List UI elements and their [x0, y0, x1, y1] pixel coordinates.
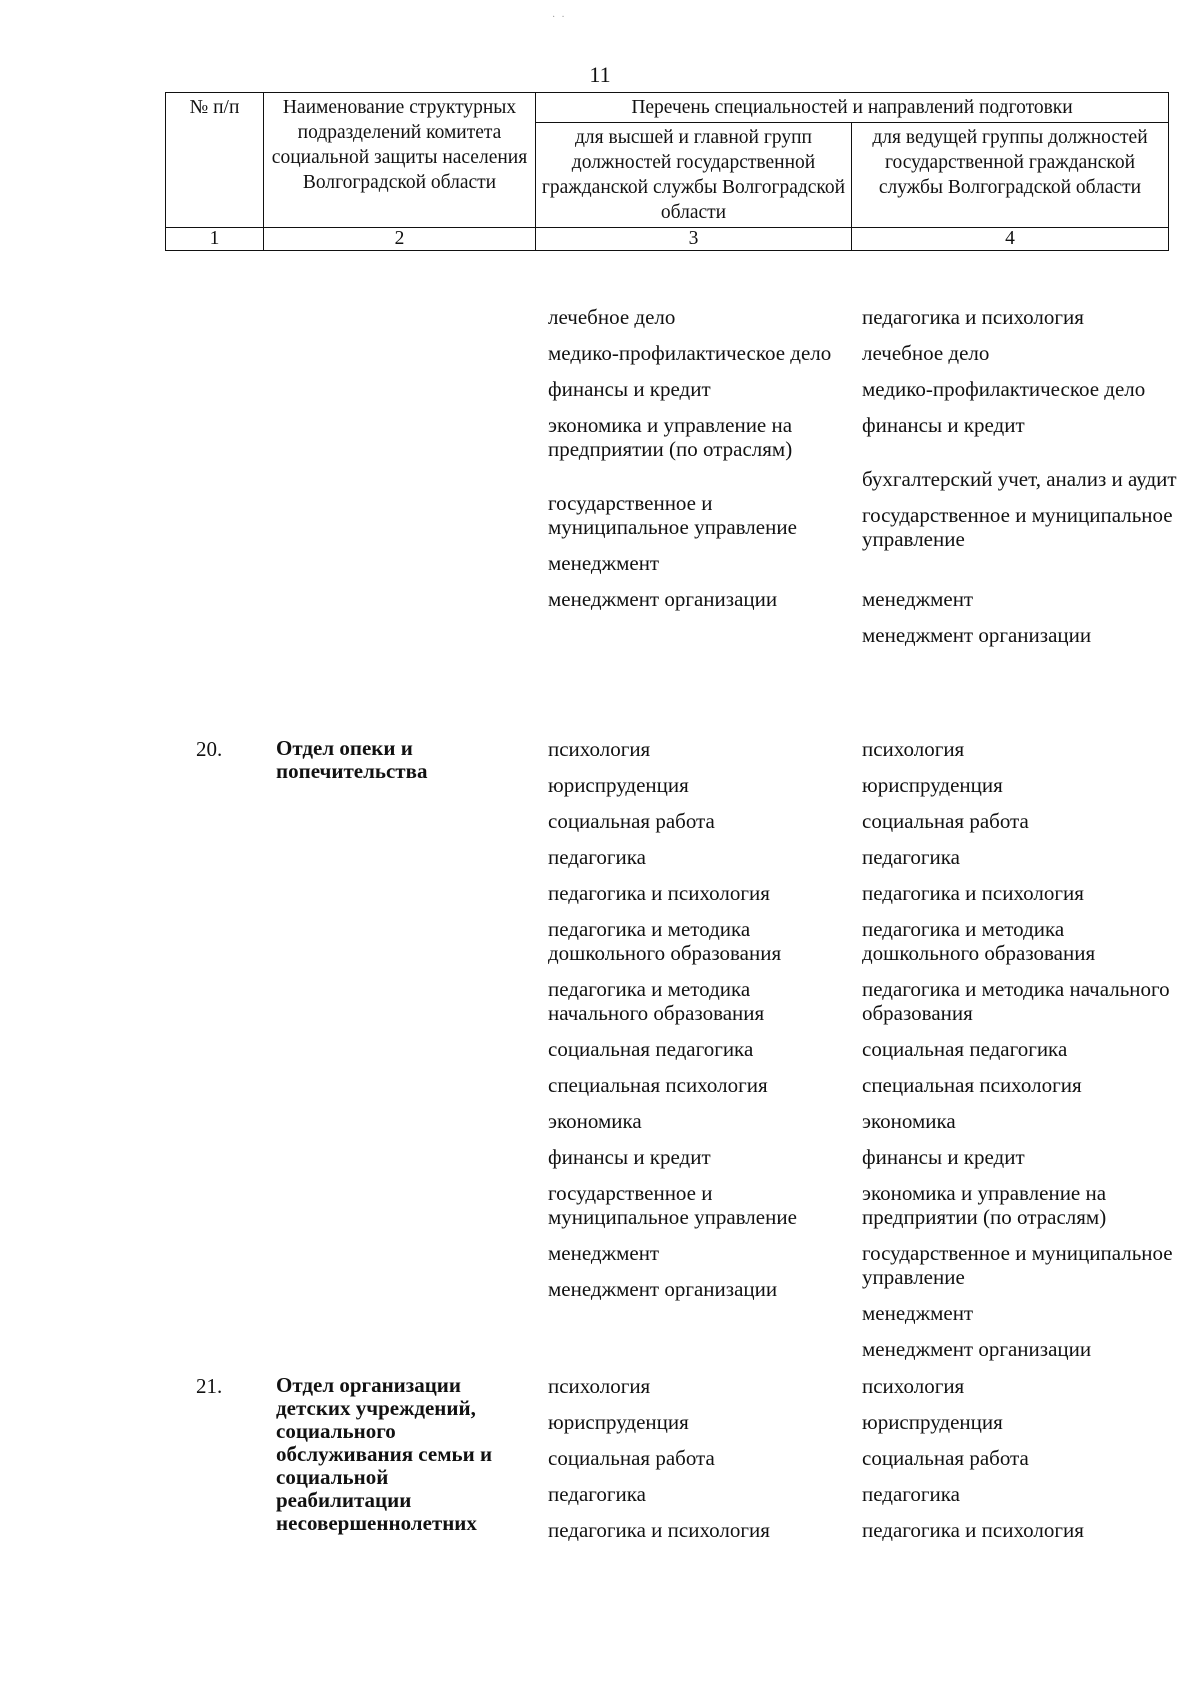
- column-number: 1: [166, 228, 264, 251]
- department-name: Отдел опеки и попечительства: [276, 736, 428, 783]
- column-number: 3: [536, 228, 852, 251]
- specialty-item: педагогика: [548, 845, 646, 869]
- specialty-item: психология: [548, 737, 651, 761]
- specialty-item: педагогика и психология: [862, 881, 1084, 905]
- specialty-item: психология: [862, 1374, 965, 1398]
- specialty-item: государственное и муниципальное управление: [548, 1181, 797, 1229]
- specialty-item: педагогика и методика дошкольного образования: [862, 917, 1096, 965]
- specialty-item: менеджмент: [548, 551, 660, 575]
- specialty-item: педагогика и методика начального образования: [548, 977, 765, 1025]
- specialty-item: государственное и муниципальное управление: [862, 503, 1173, 551]
- specialty-item: государственное и муниципальное управление: [548, 491, 797, 539]
- specialty-item: специальная психология: [548, 1073, 768, 1097]
- specialty-item: социальная работа: [548, 809, 715, 833]
- specialty-item: психология: [548, 1374, 651, 1398]
- specialty-item: педагогика и методика дошкольного образования: [548, 917, 782, 965]
- specialty-item: менеджмент организации: [548, 587, 778, 611]
- higher-group-list: [548, 305, 848, 623]
- specialty-item: социальная работа: [862, 809, 1029, 833]
- specialty-item: социальная педагогика: [862, 1037, 1068, 1061]
- specialty-item: юриспруденция: [862, 773, 1003, 797]
- header-col-higher: для высшей и главной групп должностей государственной гражданской службы Волгоградской области: [536, 123, 852, 228]
- specialty-item: экономика и управление на предприятии (по отраслям): [862, 1181, 1107, 1229]
- specialty-item: педагогика: [862, 845, 960, 869]
- specialty-item: педагогика и психология: [862, 1518, 1084, 1542]
- department-name: Отдел организации детских учреждений, социального обслуживания семьи и социальной реабилитации несовершеннолетних: [276, 1373, 493, 1535]
- specialty-item: лечебное дело: [548, 305, 676, 329]
- row-number: 21.: [196, 1374, 223, 1398]
- specialty-item: юриспруденция: [548, 773, 689, 797]
- specialty-item: социальная работа: [548, 1446, 715, 1470]
- page-number: 11: [589, 62, 611, 87]
- specialty-item: менеджмент: [548, 1241, 660, 1265]
- specialty-item: финансы и кредит: [548, 377, 711, 401]
- specialty-item: бухгалтерский учет, анализ и аудит: [862, 467, 1177, 491]
- specialty-item: педагогика и психология: [548, 881, 770, 905]
- specialty-item: менеджмент организации: [862, 1337, 1092, 1361]
- specialty-item: медико-профилактическое дело: [548, 341, 832, 365]
- specialty-item: медико-профилактическое дело: [862, 377, 1146, 401]
- specialty-item: социальная педагогика: [548, 1037, 754, 1061]
- header-col-number: № п/п: [166, 93, 264, 228]
- specialty-item: экономика: [862, 1109, 956, 1133]
- specialty-item: государственное и муниципальное управление: [862, 1241, 1173, 1289]
- specialty-item: финансы и кредит: [862, 1145, 1025, 1169]
- specialty-item: экономика: [548, 1109, 642, 1133]
- header-col-leading: для ведущей группы должностей государственной гражданской службы Волгоградской области: [852, 123, 1169, 228]
- higher-group-list: [548, 737, 848, 1313]
- specialty-item: менеджмент: [862, 1301, 974, 1325]
- specialty-item: менеджмент организации: [862, 623, 1092, 647]
- specialty-item: специальная психология: [862, 1073, 1082, 1097]
- leading-group-list: [862, 1374, 1177, 1554]
- specialty-item: социальная работа: [862, 1446, 1029, 1470]
- specialty-item: педагогика и психология: [862, 305, 1084, 329]
- leading-group-list: [862, 737, 1177, 1373]
- specialty-item: педагогика и методика начального образования: [862, 977, 1170, 1025]
- column-number: 4: [852, 228, 1169, 251]
- specialty-item: экономика и управление на предприятии (по отраслям): [548, 413, 793, 461]
- table-header: [165, 92, 1169, 251]
- specialty-item: менеджмент организации: [548, 1277, 778, 1301]
- header-col-list: Перечень специальностей и направлений подготовки: [536, 93, 1169, 123]
- specialty-item: педагогика: [862, 1482, 960, 1506]
- specialty-item: педагогика и психология: [548, 1518, 770, 1542]
- specialty-item: психология: [862, 737, 965, 761]
- scan-artifact: ··: [552, 12, 571, 23]
- specialty-item: финансы и кредит: [548, 1145, 711, 1169]
- specialty-item: лечебное дело: [862, 341, 990, 365]
- specialty-item: менеджмент: [862, 587, 974, 611]
- higher-group-list: [548, 1374, 848, 1554]
- header-col-name: Наименование структурных подразделений комитета социальной защиты населения Волгоградской области: [264, 93, 536, 228]
- specialty-item: педагогика: [548, 1482, 646, 1506]
- specialty-item: финансы и кредит: [862, 413, 1025, 437]
- column-number: 2: [264, 228, 536, 251]
- row-number: 20.: [196, 737, 223, 761]
- specialty-item: юриспруденция: [862, 1410, 1003, 1434]
- specialty-item: юриспруденция: [548, 1410, 689, 1434]
- leading-group-list: [862, 305, 1177, 659]
